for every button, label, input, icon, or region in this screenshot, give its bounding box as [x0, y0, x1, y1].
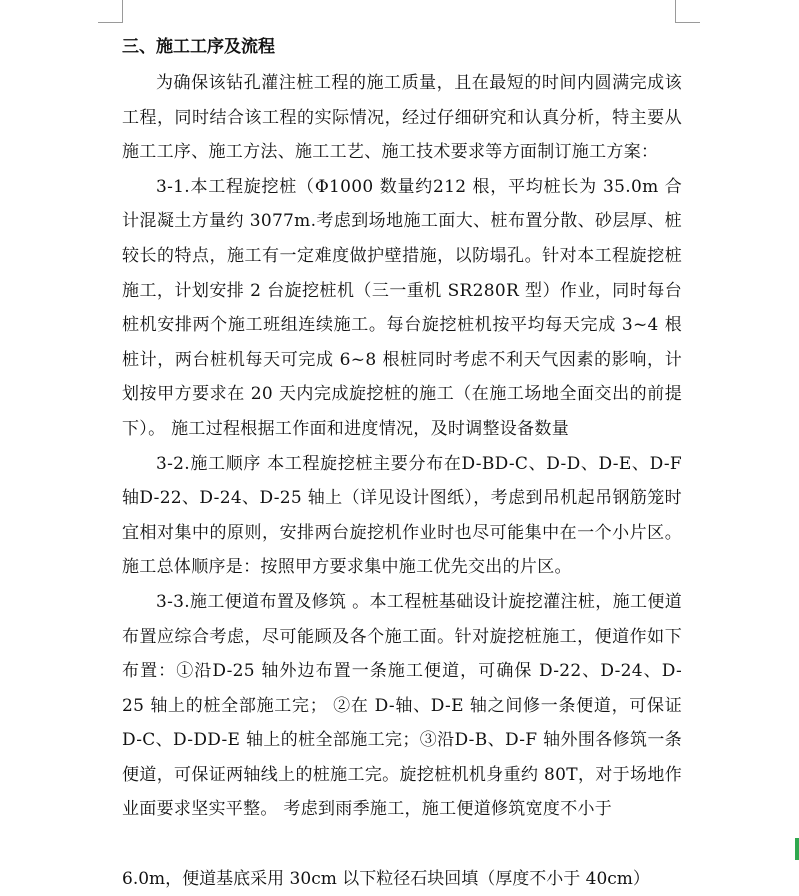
paragraph-3-3: 3-3.施工便道布置及修筑 。本工程桩基础设计旋挖灌注桩，施工便道布置应综合考虑，尽可能顾及各个施工面。针对旋挖桩施工，便道作如下布置：①沿D-25 轴外边布置一条施工便道，可确保 D-22、D-24、D-25 轴上的桩全部施工完； ②在 D-轴、D-E 轴之间修一条便道，可保证 D-C、D-DD-E 轴上的桩全部施工完；③沿D-B、D-F 轴外围各修筑一条便道，可保证两轴线上的桩施工完。旋挖桩机机身重约 80T，对于场地作业面要求坚实平整。 考虑到雨季施工，施工便道修筑宽度不小于	[122, 591, 682, 820]
scrollbar-edge-marker	[795, 838, 799, 860]
page-corner-top-right	[675, 0, 700, 23]
paragraph-cut-line: 6.0m，便道基底采用 30cm 以下粒径石块回填（厚度不小于 40cm）	[122, 869, 650, 889]
paragraph-3-2: 3-2.施工顺序 本工程旋挖桩主要分布在D-BD-C、D-D、D-E、D-F 轴D-22、D-24、D-25 轴上（详见设计图纸），考虑到吊机起吊钢筋笼时宜相对集中的原则，安排两台旋挖机作业时也尽可能集中在一个小片区。施工总体顺序是：按照甲方要求集中施工优先交出的片区。	[122, 453, 682, 578]
document-body	[122, 30, 682, 827]
page-corner-top-left	[98, 0, 123, 23]
paragraph-3-1: 3-1.本工程旋挖桩（Φ1000 数量约212 根，平均桩长为 35.0m 合计混凝土方量约 3077m.考虑到场地施工面大、桩布置分散、砂层厚、桩较长的特点，施工有一定难度做护壁措施，以防塌孔。针对本工程旋挖桩施工，计划安排 2 台旋挖桩机（三一重机 SR280R 型）作业，同时每台桩机安排两个施工班组连续施工。每台旋挖桩机按平均每天完成 3~4 根桩计，两台桩机每天可完成 6~8 根桩同时考虑不利天气因素的影响，计划按甲方要求在 20 天内完成旋挖桩的施工（在施工场地全面交出的前提下）。 施工过程根据工作面和进度情况，及时调整设备数量	[122, 176, 682, 439]
section-heading: 三、施工工序及流程	[122, 37, 275, 57]
paragraph-intro: 为确保该钻孔灌注桩工程的施工质量，且在最短的时间内圆满完成该工程，同时结合该工程的实际情况，经过仔细研究和认真分析，特主要从施工工序、施工方法、施工工艺、施工技术要求等方面制订施工方案：	[122, 73, 682, 163]
